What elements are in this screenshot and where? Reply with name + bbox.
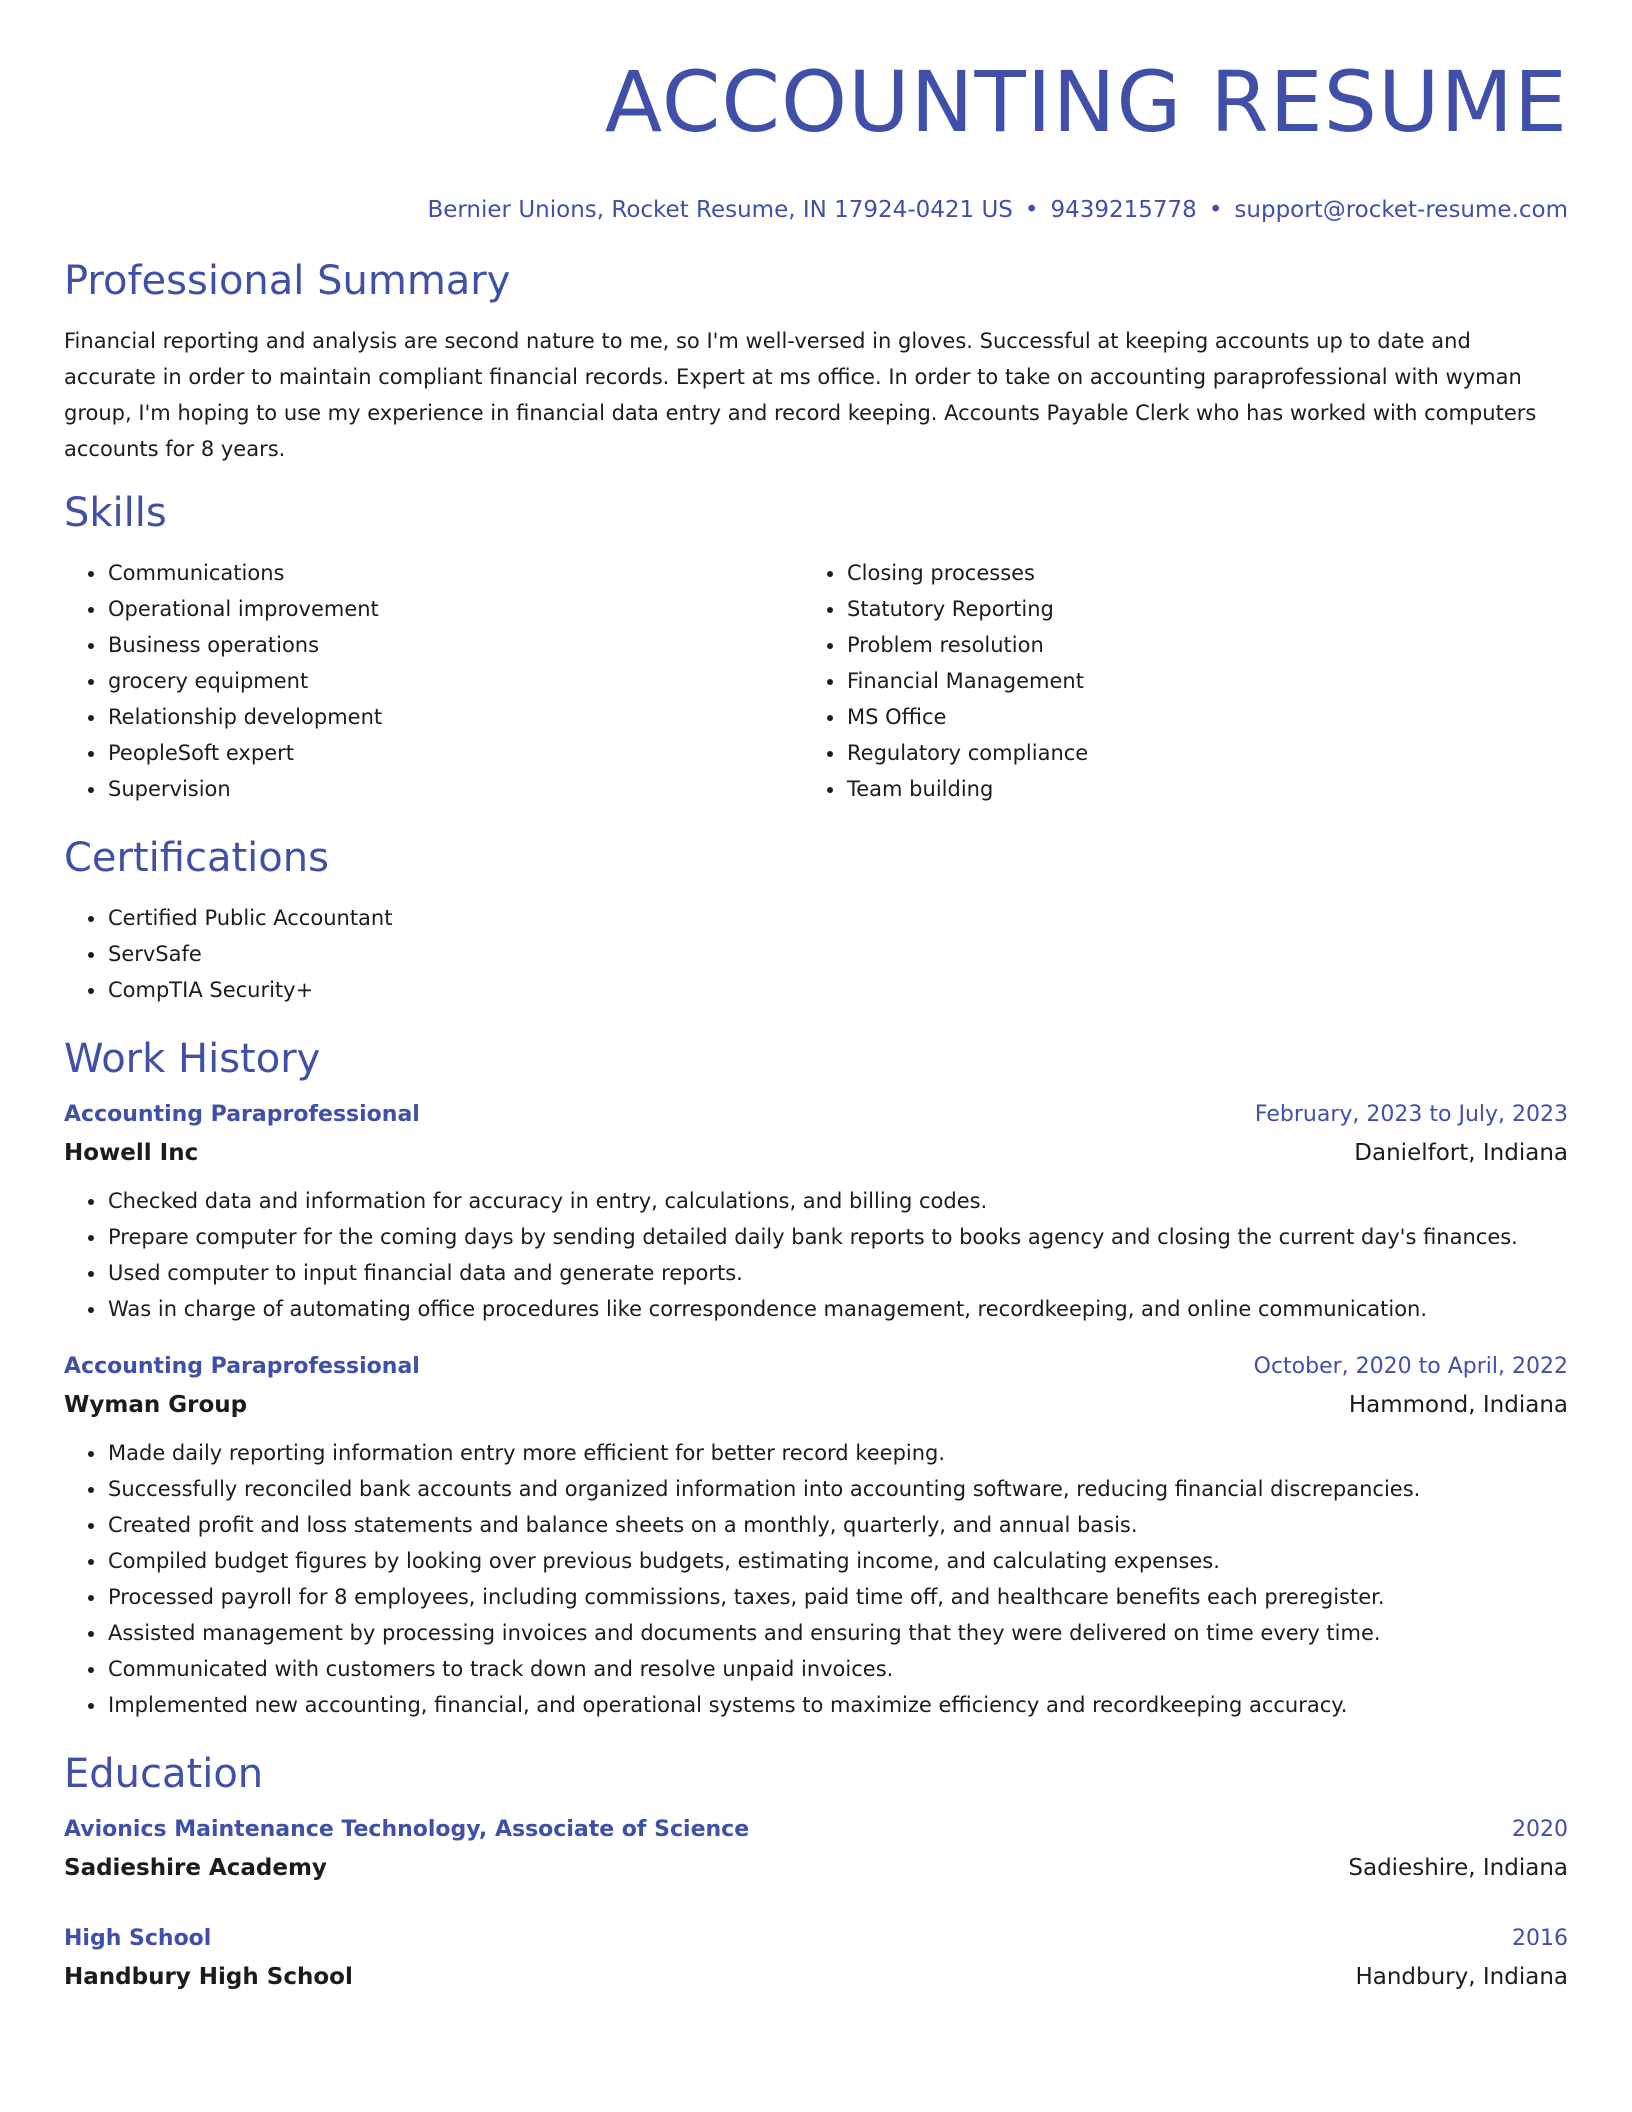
education-school-row <box>64 1848 1568 1888</box>
job-duty-item: • Created profit and loss statements and balance sheets on a monthly, quarterly, and annual basis. <box>107 1507 1568 1543</box>
skill-item: • Business operations <box>107 627 803 663</box>
education-header <box>64 1921 1568 1957</box>
education-header <box>64 1812 1568 1848</box>
skill-item: • Financial Management <box>846 663 1568 699</box>
education-degree: High School <box>64 1926 212 1951</box>
contact-address: Bernier Unions, Rocket Resume, IN 17924-0421 US <box>427 197 1013 223</box>
job-duty-item: • Assisted management by processing invoices and documents and ensuring that they were delivered on time every time. <box>107 1615 1568 1651</box>
job-duties-list <box>64 1183 1568 1327</box>
education-school: Sadieshire Academy <box>64 1855 327 1881</box>
education-year: 2016 <box>1512 1926 1568 1951</box>
contact-phone: 9439215778 <box>1050 197 1197 223</box>
job-employer-row <box>64 1133 1568 1173</box>
job-location: Hammond, Indiana <box>1348 1392 1568 1418</box>
contact-separator: • <box>1024 197 1039 223</box>
job-company: Wyman Group <box>64 1392 248 1418</box>
job-duty-item: • Processed payroll for 8 employees, including commissions, taxes, paid time off, and healthcare benefits each preregister. <box>107 1579 1568 1615</box>
education-heading: Education <box>64 1751 264 1797</box>
job-duty-item: • Used computer to input financial data and generate reports. <box>107 1255 1568 1291</box>
education-entry <box>64 1812 1568 1888</box>
job-duty-item: • Made daily reporting information entry more efficient for better record keeping. <box>107 1435 1568 1471</box>
job-employer-row <box>64 1385 1568 1425</box>
resume-title: ACCOUNTING RESUME <box>604 53 1568 151</box>
skills-heading: Skills <box>64 490 167 536</box>
summary-text: Financial reporting and analysis are second nature to me, so I'm well-versed in gloves. Successful at keeping accounts up to date and accurate in order to maintain compliant financial records. Expert at ms office. In order to take on accounting paraprofessional with wyman group, I'm hoping to use my experience in financial data entry and record keeping. Accounts Payable Clerk who has worked with computers accounts for 8 years. <box>64 329 1537 461</box>
education-location: Sadieshire, Indiana <box>1348 1855 1568 1881</box>
skill-item: • MS Office <box>846 699 1568 735</box>
job-location: Danielfort, Indiana <box>1354 1140 1568 1166</box>
skill-item: • Problem resolution <box>846 627 1568 663</box>
contact-separator: • <box>1208 197 1223 223</box>
certification-item: • CompTIA Security+ <box>107 972 1568 1008</box>
job-entry <box>64 1349 1568 1723</box>
education-location: Handbury, Indiana <box>1355 1964 1568 1990</box>
job-duty-item: • Compiled budget figures by looking over previous budgets, estimating income, and calculating expenses. <box>107 1543 1568 1579</box>
skills-column-left <box>64 555 803 807</box>
job-dates: February, 2023 to July, 2023 <box>1254 1102 1568 1127</box>
job-entry <box>64 1097 1568 1327</box>
job-duty-item: • Was in charge of automating office procedures like correspondence management, recordkeeping, and online communication. <box>107 1291 1568 1327</box>
skill-item: • grocery equipment <box>107 663 803 699</box>
job-dates: October, 2020 to April, 2022 <box>1253 1354 1568 1379</box>
work-history-heading: Work History <box>64 1036 321 1082</box>
education-school: Handbury High School <box>64 1964 353 1990</box>
job-header <box>64 1097 1568 1133</box>
skills-column-right <box>803 555 1568 807</box>
contact-email[interactable]: support@rocket-resume.com <box>1234 197 1568 223</box>
skill-item: • Team building <box>846 771 1568 807</box>
contact-line <box>64 194 1568 226</box>
education-entry <box>64 1921 1568 1997</box>
job-duty-item: • Checked data and information for accuracy in entry, calculations, and billing codes. <box>107 1183 1568 1219</box>
skill-item: • Operational improvement <box>107 591 803 627</box>
education-degree: Avionics Maintenance Technology, Associate of Science <box>64 1817 750 1842</box>
education-school-row <box>64 1957 1568 1997</box>
job-duty-item: • Prepare computer for the coming days by sending detailed daily bank reports to books agency and closing the current day's finances. <box>107 1219 1568 1255</box>
skill-item: • Communications <box>107 555 803 591</box>
education-year: 2020 <box>1512 1817 1568 1842</box>
job-duty-item: • Communicated with customers to track down and resolve unpaid invoices. <box>107 1651 1568 1687</box>
certification-item: • ServSafe <box>107 936 1568 972</box>
skill-item: • Regulatory compliance <box>846 735 1568 771</box>
job-title: Accounting Paraprofessional <box>64 1354 420 1379</box>
job-duty-item: • Implemented new accounting, financial, and operational systems to maximize efficiency and recordkeeping accuracy. <box>107 1687 1568 1723</box>
skill-item: • PeopleSoft expert <box>107 735 803 771</box>
job-duty-item: • Successfully reconciled bank accounts and organized information into accounting software, reducing financial discrepancies. <box>107 1471 1568 1507</box>
skill-item: • Statutory Reporting <box>846 591 1568 627</box>
skills-list <box>64 555 1568 807</box>
certifications-list <box>64 900 1568 1008</box>
skill-item: • Closing processes <box>846 555 1568 591</box>
job-title: Accounting Paraprofessional <box>64 1102 420 1127</box>
certification-item: • Certified Public Accountant <box>107 900 1568 936</box>
summary-heading: Professional Summary <box>64 258 511 304</box>
job-duties-list <box>64 1435 1568 1723</box>
job-header <box>64 1349 1568 1385</box>
certifications-heading: Certifications <box>64 835 329 881</box>
job-company: Howell Inc <box>64 1140 199 1166</box>
skill-item: • Supervision <box>107 771 803 807</box>
skill-item: • Relationship development <box>107 699 803 735</box>
